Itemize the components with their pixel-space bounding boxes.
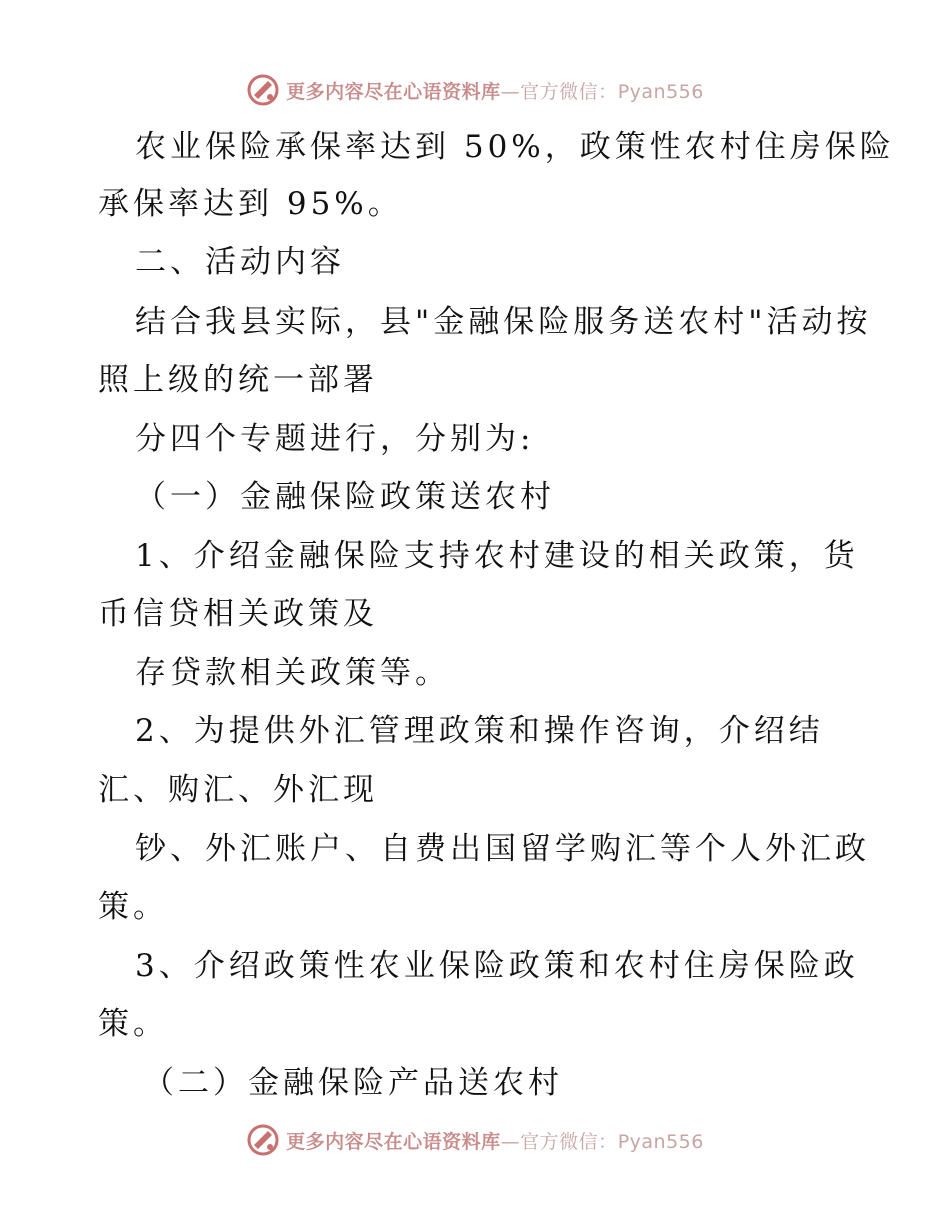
paragraph-line: 结合我县实际，县"金融保险服务送农村"活动按 <box>135 304 872 340</box>
paragraph-line: 分四个专题进行，分别为: <box>135 421 535 457</box>
paragraph-line: 策。 <box>98 1006 168 1042</box>
paragraph-line: 币信贷相关政策及 <box>98 596 378 632</box>
paragraph-line: 照上级的统一部署 <box>98 362 378 398</box>
section-heading: 二、活动内容 <box>135 244 345 280</box>
paragraph-line: 农业保险承保率达到 50%，政策性农村住房保险 <box>135 129 895 165</box>
watermark-text: 更多内容尽在心语资料库—官方微信：Pyan556 <box>286 80 704 103</box>
paragraph-line: 3、介绍政策性农业保险政策和农村住房保险政 <box>135 948 859 984</box>
paragraph-line: 策。 <box>98 889 168 925</box>
paragraph-line: 承保率达到 95%。 <box>98 186 403 222</box>
header-watermark <box>0 70 950 110</box>
footer-watermark <box>0 1120 950 1160</box>
paragraph-line: 2、为提供外汇管理政策和操作咨询，介绍结 <box>135 713 824 749</box>
watermark-group <box>246 1123 704 1157</box>
watermark-group <box>246 73 704 107</box>
watermark-text: 更多内容尽在心语资料库—官方微信：Pyan556 <box>286 1130 704 1153</box>
paragraph-line: 钞、外汇账户、自费出国留学购汇等个人外汇政 <box>135 831 870 867</box>
paragraph-line: 汇、购汇、外汇现 <box>98 772 378 808</box>
paragraph-line: 存贷款相关政策等。 <box>135 655 450 691</box>
subsection-heading: （一）金融保险政策送农村 <box>135 479 555 515</box>
subsection-heading: （二）金融保险产品送农村 <box>143 1065 563 1101</box>
watermark-logo-icon <box>246 73 280 107</box>
watermark-logo-icon <box>246 1123 280 1157</box>
paragraph-line: 1、介绍金融保险支持农村建设的相关政策，货 <box>135 538 859 574</box>
